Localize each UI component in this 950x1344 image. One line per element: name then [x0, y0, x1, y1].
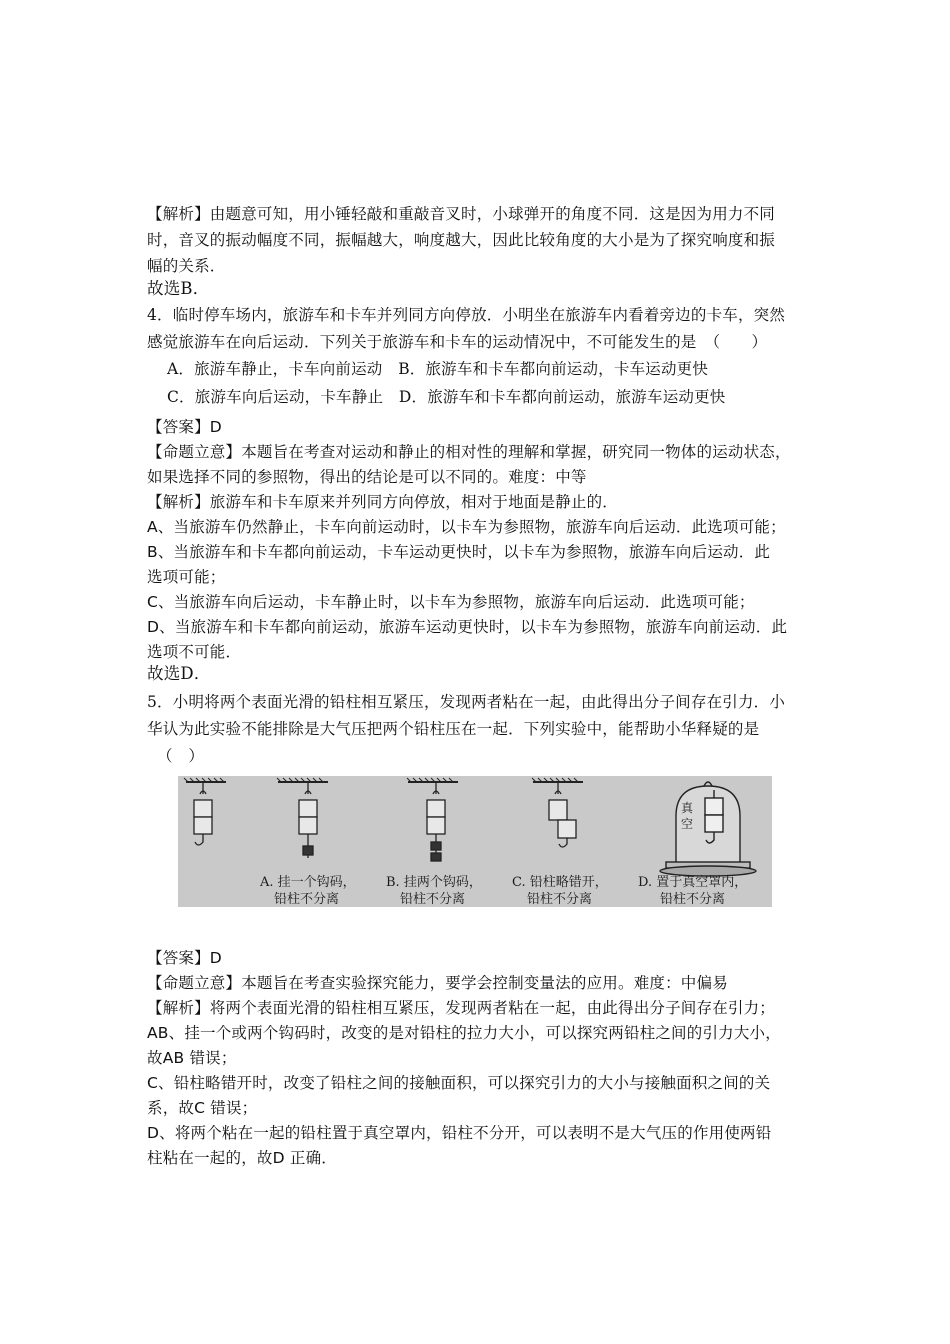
analysis-q3-line-2: 时，音叉的振动幅度不同，振幅越大，响度越大，因此比较角度的大小是为了探究响度和振 [147, 231, 776, 249]
analysis-q5-line-7: 柱粘在一起的，故D 正确． [147, 1149, 337, 1167]
analysis-q4-line-7: 选项不可能． [147, 643, 242, 661]
question-4-options-ab: A．旅游车静止，卡车向前运动 B．旅游车和卡车都向前运动，卡车运动更快 [167, 360, 709, 378]
question-4-line-1: 4．临时停车场内，旅游车和卡车并列同方向停放．小明坐在旅游车内看着旁边的卡车，突然 [147, 306, 786, 324]
analysis-q5-line-1: 【解析】将两个表面光滑的铅柱相互紧压，发现两者粘在一起，由此得出分子间存在引力； [147, 999, 776, 1017]
caption-c-line-1: C. 铅柱略错开， [512, 875, 608, 890]
conclusion-q3: 故选B． [147, 279, 210, 298]
vacuum-label-1: 真 [681, 801, 694, 815]
vacuum-label-2: 空 [681, 817, 694, 831]
analysis-q3-line-1: 【解析】由题意可知，用小锤轻敲和重敲音叉时，小球弹开的角度不同．这是因为用力不同 [147, 205, 776, 223]
analysis-q4-line-5: C、当旅游车向后运动，卡车静止时，以卡车为参照物，旅游车向后运动．此选项可能； [147, 593, 755, 611]
lead-cylinder-diagram [178, 776, 772, 907]
apparatus-vacuum [660, 782, 756, 876]
analysis-q4-line-4: 选项可能； [147, 568, 226, 586]
answer-q5: 【答案】D [147, 949, 222, 967]
analysis-q4-line-6: D、当旅游车和卡车都向前运动，旅游车运动更快时，以卡车为参照物，旅游车向前运动．此 [147, 618, 788, 636]
caption-c-line-2: 铅柱不分离 [527, 892, 593, 907]
analysis-q4-line-3: B、当旅游车和卡车都向前运动，卡车运动更快时，以卡车为参照物，旅游车向后运动．此 [147, 543, 771, 561]
caption-d-line-2: 铅柱不分离 [660, 892, 726, 907]
caption-d-line-1: D. 置于真空罩内， [638, 875, 748, 890]
analysis-q5-line-3: 故AB 错误； [147, 1049, 237, 1067]
intent-q4-line-1: 【命题立意】本题旨在考查对运动和静止的相对性的理解和掌握，研究同一物体的运动状态， [147, 443, 791, 461]
intent-q5: 【命题立意】本题旨在考查实验探究能力，要学会控制变量法的应用。难度：中偏易 [147, 974, 728, 992]
question-5-bracket: （ ） [157, 747, 205, 765]
caption-b-line-1: B. 挂两个钩码， [386, 875, 482, 890]
question-5-line-1: 5．小明将两个表面光滑的铅柱相互紧压，发现两者粘在一起，由此得出分子间存在引力．小 [147, 693, 786, 711]
caption-b-line-2: 铅柱不分离 [400, 892, 466, 907]
analysis-q4-line-1: 【解析】旅游车和卡车原来并列同方向停放，相对于地面是静止的． [147, 493, 619, 511]
answer-q4: 【答案】D [147, 418, 222, 436]
intent-q4-line-2: 如果选择不同的参照物，得出的结论是可以不同的。难度：中等 [147, 468, 587, 486]
analysis-q5-line-5: 系，故C 错误； [147, 1099, 258, 1117]
question-4-line-2: 感觉旅游车在向后运动．下列关于旅游车和卡车的运动情况中，不可能发生的是 （ ） [147, 333, 768, 351]
experiment-figure [178, 776, 772, 907]
caption-a-line-2: 铅柱不分离 [274, 892, 340, 907]
analysis-q3-line-3: 幅的关系． [147, 257, 226, 275]
analysis-q4-line-2: A、当旅游车仍然静止，卡车向前运动时，以卡车为参照物，旅游车向后运动．此选项可能； [147, 518, 786, 536]
analysis-q5-line-2: AB、挂一个或两个钩码时，改变的是对铅柱的拉力大小，可以探究两铅柱之间的引力大小， [147, 1024, 781, 1042]
apparatus-a [184, 778, 226, 845]
apparatus-d [532, 778, 583, 847]
apparatus-b [277, 778, 328, 858]
apparatus-c [407, 778, 458, 861]
question-4-options-cd: C．旅游车向后运动，卡车静止 D．旅游车和卡车都向前运动，旅游车运动更快 [167, 388, 726, 406]
caption-a-line-1: A. 挂一个钩码， [260, 875, 356, 890]
analysis-q5-line-4: C、铅柱略错开时，改变了铅柱之间的接触面积，可以探究引力的大小与接触面积之间的关 [147, 1074, 771, 1092]
question-5-line-2: 华认为此实验不能排除是大气压把两个铅柱压在一起．下列实验中，能帮助小华释疑的是 [147, 720, 760, 738]
conclusion-q4: 故选D． [147, 664, 211, 683]
analysis-q5-line-6: D、将两个粘在一起的铅柱置于真空罩内，铅柱不分开，可以表明不是大气压的作用使两铅 [147, 1124, 772, 1142]
